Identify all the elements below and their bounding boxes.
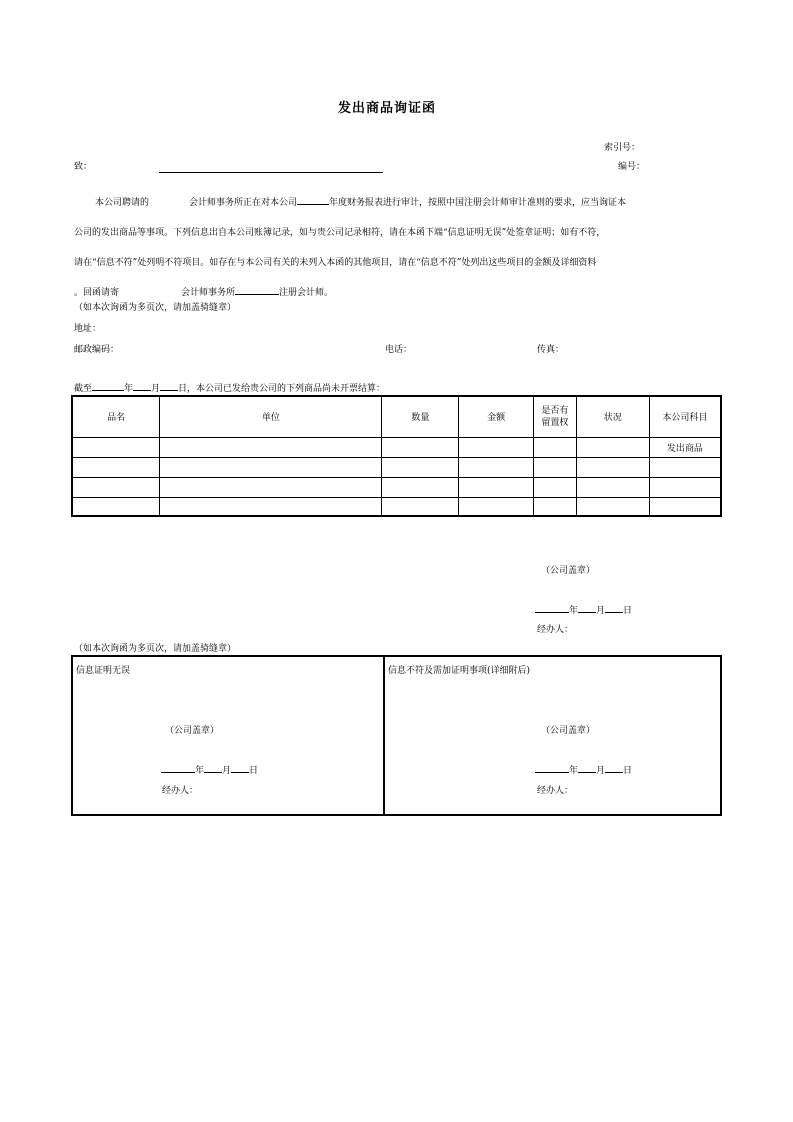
table-cell[interactable] (576, 457, 649, 477)
table-header-row (72, 396, 721, 437)
reply-mismatch-date-line (535, 763, 632, 776)
cutoff-suffix: 日，本公司已发给贵公司的下列商品尚未开票结算： (178, 384, 386, 394)
sender-month-blank[interactable] (578, 603, 596, 613)
reply-confirm-title: 信息证明无误 (76, 666, 131, 676)
reply-confirm-year-blank[interactable] (161, 763, 195, 773)
body-line-4 (74, 285, 333, 298)
cutoff-month-blank[interactable] (133, 381, 151, 391)
lien-header-text: 是否有留置权 (541, 405, 569, 428)
table-row (72, 457, 721, 477)
reply-confirm-month-blank[interactable] (204, 763, 222, 773)
reply-mismatch-month-blank[interactable] (578, 763, 596, 773)
reply-mismatch-seal: （公司盖章） (541, 726, 596, 736)
table-cell[interactable] (160, 477, 382, 497)
cutoff-year-blank[interactable] (92, 381, 124, 391)
header-cell: 品名 (72, 396, 160, 437)
table-cell[interactable] (160, 437, 382, 457)
table-cell[interactable] (533, 457, 576, 477)
reply-mismatch-handler: 经办人： (537, 786, 574, 796)
reply-mismatch-day-label: 日 (623, 766, 633, 776)
cutoff-prefix: 截至 (74, 384, 93, 394)
header-cell: 本公司科目 (649, 396, 721, 437)
reply-mismatch-year-label: 年 (569, 766, 579, 776)
table-cell[interactable] (382, 437, 459, 457)
table-cell[interactable] (533, 477, 576, 497)
reply-box (71, 655, 722, 816)
table-cell[interactable] (649, 497, 721, 516)
sender-seal-label: （公司盖章） (541, 566, 596, 576)
sender-day-label: 日 (623, 606, 633, 616)
reply-mismatch-section[interactable] (385, 657, 720, 814)
sender-year-label: 年 (569, 606, 579, 616)
table-cell[interactable] (533, 437, 576, 457)
to-label: 致： (74, 162, 93, 172)
sender-month-label: 月 (596, 606, 606, 616)
body-line-2: 公司的发出商品等事项。下列信息出自本公司账簿记录，如与贵公司记录相符，请在本函下端“信息证明无误”处签章证明；如有不符， (74, 228, 606, 238)
sender-handler-label: 经办人： (537, 625, 574, 635)
table-cell[interactable] (649, 477, 721, 497)
header-cell (533, 396, 576, 437)
reply-mismatch-year-blank[interactable] (535, 763, 569, 773)
reply-confirm-month-label: 月 (222, 766, 232, 776)
reply-confirm-seal: （公司盖章） (165, 726, 220, 736)
body-line1-c: 年度财务报表进行审计，按照中国注册会计师审计准则的要求，应当询证本 (329, 198, 627, 208)
page-title: 发出商品询证函 (338, 101, 437, 116)
table-cell[interactable] (160, 497, 382, 516)
cutoff-month-label: 月 (151, 384, 161, 394)
reply-confirm-day-label: 日 (249, 766, 259, 776)
postal-code-label: 邮政编码： (74, 345, 120, 355)
table-cell[interactable] (72, 437, 160, 457)
reply-confirm-year-label: 年 (195, 766, 205, 776)
body-line4-c: 注册会计师。 (279, 288, 334, 298)
reply-mismatch-month-label: 月 (596, 766, 606, 776)
header-cell: 金额 (459, 396, 534, 437)
fax-label: 传真： (537, 345, 565, 355)
multi-page-note: （如本次询函为多页次，请加盖骑缝章） (74, 303, 237, 313)
header-cell: 状况 (576, 396, 649, 437)
reply-confirm-handler: 经办人： (162, 786, 199, 796)
reply-cpa-blank[interactable] (235, 285, 279, 295)
table-cell[interactable] (576, 437, 649, 457)
audit-year-blank[interactable] (297, 195, 329, 205)
table-row (72, 497, 721, 516)
body-line4-b: 会计师事务所 (181, 288, 236, 298)
body-line4-a: 。回函请寄 (74, 288, 120, 298)
body-line1-a: 本公司聘请的 (95, 198, 150, 208)
header-cell: 单位 (160, 396, 382, 437)
table-cell[interactable] (649, 457, 721, 477)
table-cell[interactable] (382, 457, 459, 477)
cutoff-year-label: 年 (124, 384, 134, 394)
sender-date-line (535, 603, 632, 616)
table-cell[interactable] (72, 457, 160, 477)
body-line-1 (95, 195, 626, 208)
table-cell[interactable] (72, 497, 160, 516)
cutoff-day-blank[interactable] (160, 381, 178, 391)
body-line-3: 请在“信息不符”处列明不符项目。如存在与本公司有关的未列入本函的其他项目，请在“信息不符”处列出这些项目的金额及详细资料 (74, 258, 597, 268)
multi-page-note-2: （如本次询函为多页次，请加盖骑缝章） (74, 644, 237, 654)
reply-confirm-day-blank[interactable] (231, 763, 249, 773)
reply-mismatch-day-blank[interactable] (605, 763, 623, 773)
table-cell[interactable] (576, 477, 649, 497)
table-row (72, 437, 721, 457)
cutoff-line (74, 381, 385, 394)
address-label: 地址： (74, 324, 102, 334)
phone-label: 电话： (385, 345, 413, 355)
table-cell[interactable] (459, 477, 534, 497)
table-cell[interactable] (576, 497, 649, 516)
reply-confirm-section[interactable] (73, 657, 385, 814)
table-cell[interactable] (459, 497, 534, 516)
table-cell[interactable] (72, 477, 160, 497)
table-cell[interactable] (382, 477, 459, 497)
table-cell[interactable] (459, 437, 534, 457)
reply-confirm-date-line (161, 763, 258, 776)
index-no-label: 索引号： (604, 143, 641, 153)
to-recipient-line[interactable] (159, 172, 383, 173)
reply-mismatch-title: 信息不符及需加证明事项(详细附后) (388, 666, 531, 676)
table-cell[interactable] (382, 497, 459, 516)
table-row (72, 477, 721, 497)
serial-no-label: 编号： (618, 162, 646, 172)
table-cell[interactable] (459, 457, 534, 477)
sender-day-blank[interactable] (605, 603, 623, 613)
table-cell[interactable]: 发出商品 (649, 437, 721, 457)
sender-year-blank[interactable] (535, 603, 569, 613)
goods-table (71, 395, 722, 517)
body-line1-b: 会计师事务所正在对本公司 (189, 198, 298, 208)
header-cell: 数量 (382, 396, 459, 437)
table-cell[interactable] (533, 497, 576, 516)
table-cell[interactable] (160, 457, 382, 477)
